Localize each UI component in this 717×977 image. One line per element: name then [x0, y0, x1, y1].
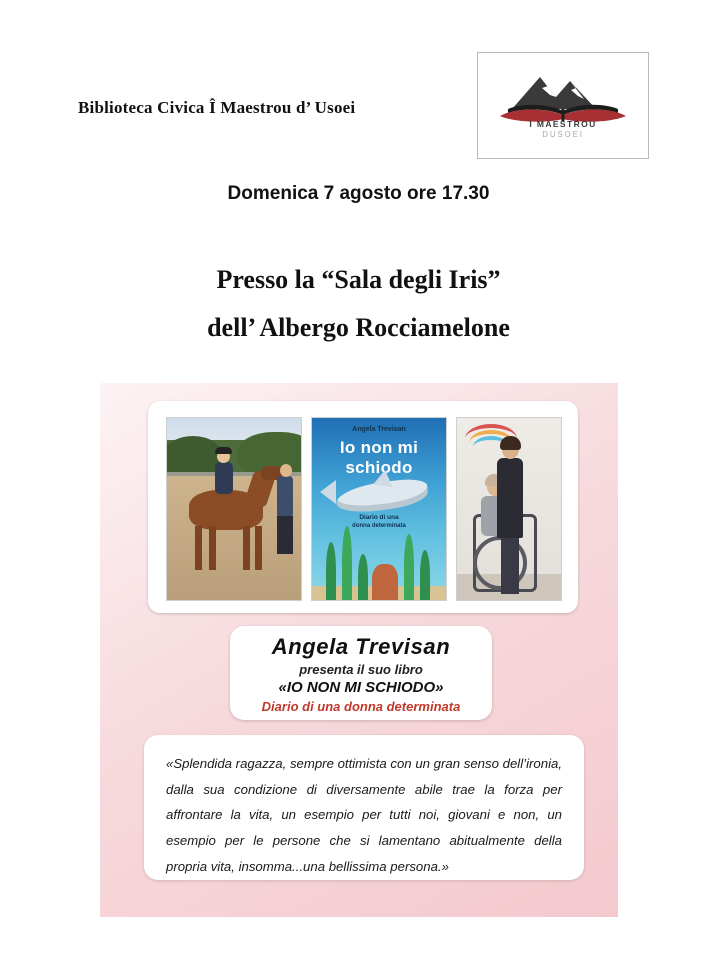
handler-head	[280, 464, 292, 477]
seaweed	[404, 534, 414, 600]
poster-book-subtitle: Diario di una donna determinata	[261, 699, 461, 714]
riding-helmet	[215, 447, 232, 454]
event-venue-line-1: Presso la “Sala degli Iris”	[216, 265, 501, 294]
event-date-time: Domenica 7 agosto ore 17.30	[227, 183, 490, 204]
shark-fin	[373, 469, 395, 488]
horse-leg	[195, 526, 202, 570]
book-cover-subtitle-line-1: Diario di una	[359, 514, 399, 521]
event-venue-line-2: dell’ Albergo Rocciamelone	[207, 313, 510, 342]
coral	[372, 564, 398, 600]
seaweed	[326, 542, 336, 600]
shark-tail	[320, 480, 336, 504]
poster-author-name: Angela Trevisan	[271, 634, 451, 659]
photo-strip	[148, 401, 578, 613]
logo-text-main: Ì MAESTROU	[529, 119, 597, 129]
photo-two-women	[456, 417, 562, 601]
library-name: Biblioteca Civica Î Maestrou d’ Usoei	[78, 98, 356, 117]
logo-text-sub: DUSOEI	[542, 130, 584, 139]
poster-quote-card	[144, 735, 584, 880]
photo-book-cover	[311, 417, 447, 601]
event-poster	[100, 383, 618, 917]
seaweed	[358, 554, 368, 600]
book-cover-title-line-1: Io non mi	[339, 438, 419, 457]
rider-body	[215, 462, 233, 494]
handler-legs	[277, 516, 293, 554]
poster-title-card	[230, 626, 492, 720]
library-logo	[477, 52, 649, 159]
standing-person-body	[497, 458, 523, 538]
handler-body	[277, 476, 293, 518]
horse-leg	[255, 526, 262, 570]
poster-book-title: «IO NON MI SCHIODO»	[278, 679, 444, 696]
standing-person-legs	[501, 536, 519, 594]
mountain-book-logo-icon	[478, 53, 648, 158]
photo-horse-rider	[166, 417, 302, 601]
seaweed	[420, 550, 430, 600]
book-cover-title-line-2: schiodo	[345, 458, 413, 477]
book-cover-subtitle-line-2: donna determinata	[352, 523, 406, 529]
horse-leg	[209, 526, 216, 570]
poster-presents-text: presenta il suo libro	[299, 662, 423, 677]
horse-leg	[243, 526, 250, 570]
book-cover-author: Angela Trevisan	[352, 426, 406, 433]
standing-person-hair	[500, 436, 521, 450]
document-header	[0, 52, 717, 162]
seaweed	[342, 526, 352, 600]
poster-quote-text: «Splendida ragazza, sempre ottimista con un gran senso dell’ironia, dalla sua condizione di diversamente abile trae la forza per affrontare la vita, un esempio per tutti noi, giovani e non, un esempio per le persone che si lamentano abitualmente della propria vita, insomma...una bellissima persona.»	[166, 756, 562, 874]
